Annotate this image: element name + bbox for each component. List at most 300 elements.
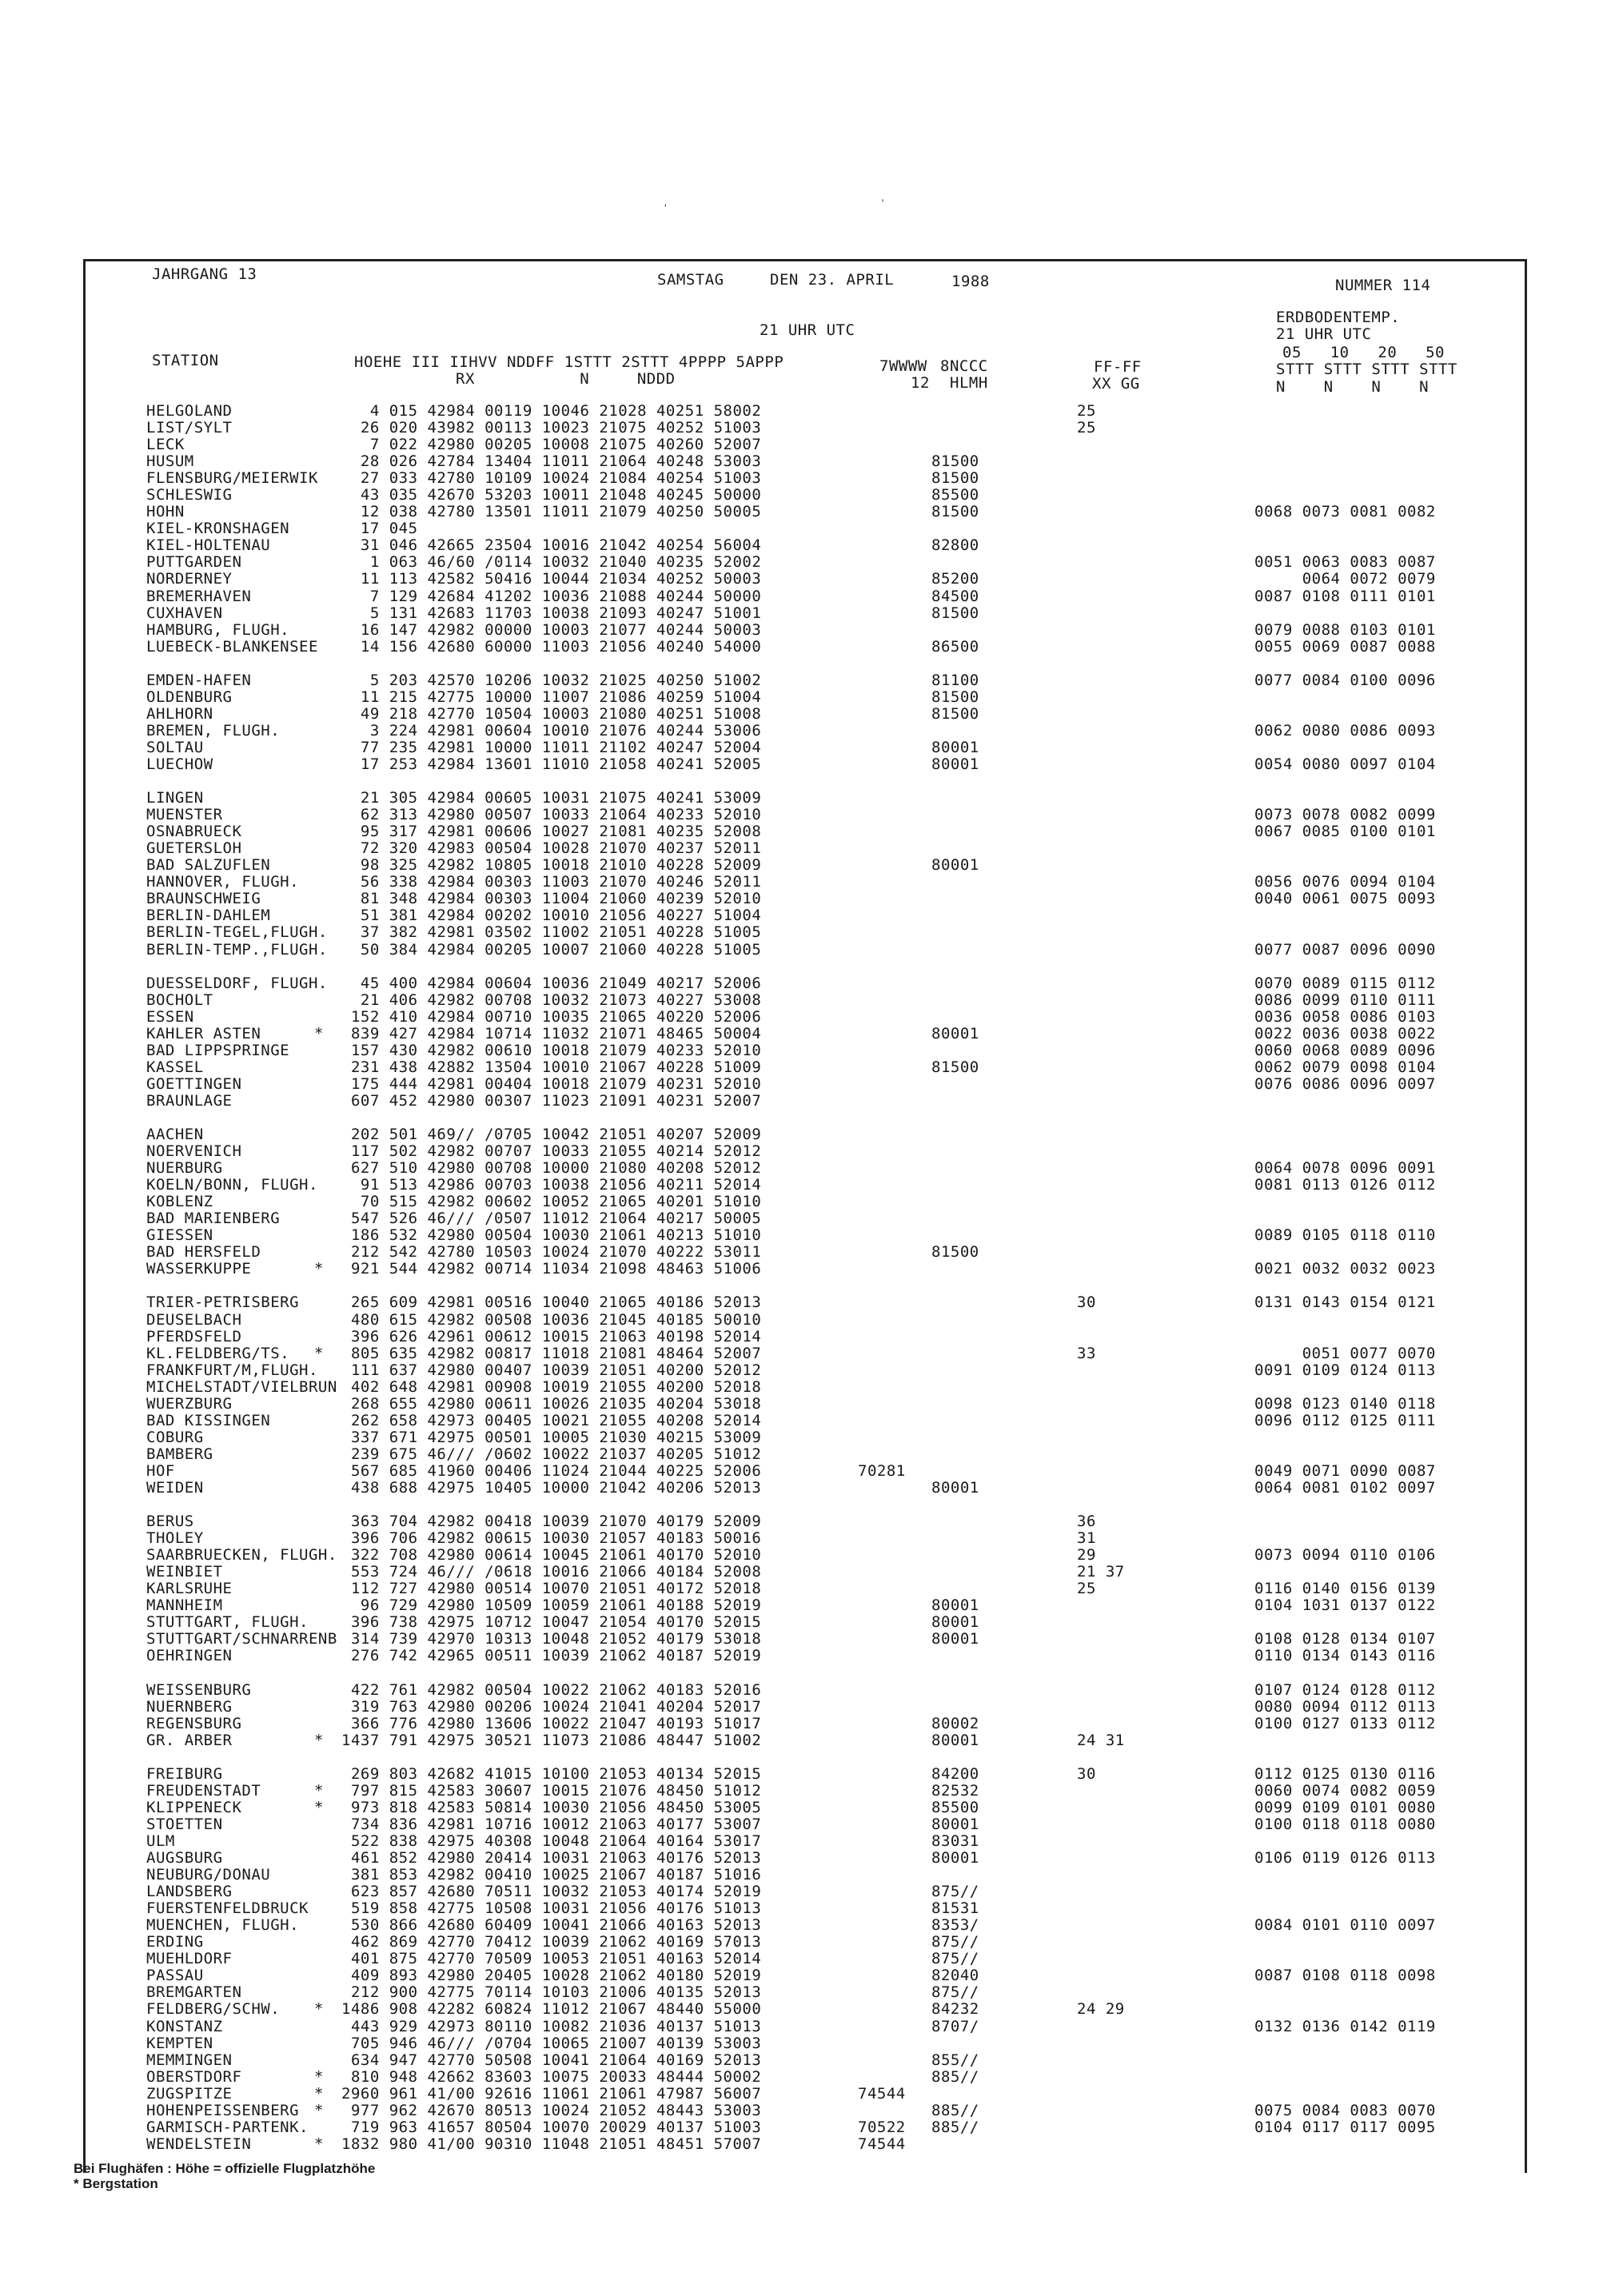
station-name: OLDENBURG	[146, 688, 233, 706]
station-row	[146, 1446, 1521, 1463]
station-name: ZUGSPITZE	[146, 2084, 233, 2103]
mountain-marker: *	[314, 2101, 324, 2119]
station-row	[146, 689, 1521, 706]
station-name: STUTTGART, FLUGH.	[146, 1613, 309, 1632]
station-row	[146, 942, 1521, 959]
station-row	[146, 420, 1521, 436]
mountain-marker: *	[314, 1781, 324, 1800]
station-row	[146, 891, 1521, 907]
station-name: PUTTGARDEN	[146, 553, 242, 572]
station-name: OBERSTDORF	[146, 2067, 242, 2086]
cloud-code: 80001	[931, 1815, 979, 1833]
cloud-code: 80001	[931, 1613, 979, 1632]
gust-values: 24 29	[1077, 2000, 1125, 2019]
group-spacer	[146, 1278, 1521, 1294]
station-name: BOCHOLT	[146, 991, 213, 1009]
cloud-code: 81500	[931, 1243, 979, 1262]
station-row	[146, 992, 1521, 1009]
station-name: KLIPPENECK	[146, 1798, 242, 1816]
station-row	[146, 672, 1521, 689]
observation-data: 95 317 42981 00606 10027 21081 40235 52008	[341, 823, 762, 841]
station-name: OEHRINGEN	[146, 1647, 233, 1665]
observation-data: 72 320 42983 00504 10028 21070 40237 52011	[341, 839, 762, 858]
station-row	[146, 588, 1521, 605]
station-row	[146, 1480, 1521, 1497]
weather-code-header: 7WWWW	[879, 357, 927, 375]
group-spacer	[146, 1665, 1521, 1682]
station-row	[146, 1312, 1521, 1329]
cloud-code: 80001	[931, 856, 979, 875]
station-name: NUERBURG	[146, 1159, 223, 1178]
weather-code: 70281	[858, 1461, 906, 1480]
year-label: 1988	[951, 273, 990, 290]
station-name: AHLHORN	[146, 704, 213, 723]
observation-data: 462 869 42770 70412 10039 21062 40169 57013	[341, 1933, 762, 1951]
station-name: BERLIN-TEGEL,FLUGH.	[146, 923, 328, 942]
station-name: WEINBIET	[146, 1563, 223, 1581]
station-name: WASSERKUPPE	[146, 1260, 252, 1278]
station-name: WENDELSTEIN	[146, 2135, 252, 2153]
station-name: KEMPTEN	[146, 2034, 213, 2052]
station-row	[146, 924, 1521, 941]
observation-data: 11 113 42582 50416 10044 21034 40252 50003	[341, 570, 762, 588]
station-row	[146, 1143, 1521, 1160]
observation-data: 21 305 42984 00605 10031 21075 40241 53009	[341, 789, 762, 807]
station-name: NEUBURG/DONAU	[146, 1866, 271, 1884]
cloud-code: 80001	[931, 1479, 979, 1497]
scan-speck: ,	[881, 190, 884, 203]
observation-data: 1486 908 42282 60824 11012 21067 48440 55000	[341, 2000, 762, 2019]
observation-data: 51 381 42984 00202 10010 21056 40227 51004	[341, 907, 762, 925]
station-name: GOETTINGEN	[146, 1074, 242, 1093]
station-row	[146, 1951, 1521, 1967]
cloud-code: 84500	[931, 587, 979, 605]
station-name: BAD SALZUFLEN	[146, 856, 271, 875]
soil-temperatures: 0060 0068 0089 0096	[1254, 1041, 1436, 1059]
station-row	[146, 1244, 1521, 1261]
gust-subheader: XX GG	[1092, 375, 1140, 393]
station-row	[146, 1597, 1521, 1614]
soil-temperatures: 0080 0094 0112 0113	[1254, 1697, 1436, 1716]
station-name: BRAUNLAGE	[146, 1091, 233, 1110]
station-row	[146, 1261, 1521, 1278]
observation-data: 276 742 42965 00511 10039 21062 40187 52019	[341, 1647, 762, 1665]
station-name: HOF	[146, 1461, 175, 1480]
observation-data: 401 875 42770 70509 10053 21051 40163 52014	[341, 1950, 762, 1968]
cloud-code: 81100	[931, 671, 979, 689]
observation-data: 81 348 42984 00303 11004 21060 40239 52010	[341, 890, 762, 908]
station-row	[146, 470, 1521, 487]
station-name: BERUS	[146, 1513, 194, 1531]
cloud-code: 81500	[931, 688, 979, 706]
station-name: HUSUM	[146, 452, 194, 471]
soil-temperatures: 0098 0123 0140 0118	[1254, 1394, 1436, 1413]
station-name: PFERDSFELD	[146, 1327, 242, 1345]
station-row	[146, 1716, 1521, 1732]
station-name: KL.FELDBERG/TS.	[146, 1344, 290, 1362]
station-name: STUTTGART/SCHNARRENB	[146, 1630, 337, 1648]
station-name: HAMBURG, FLUGH.	[146, 620, 290, 639]
station-row	[146, 1564, 1521, 1580]
soil-temperatures: 0051 0063 0083 0087	[1254, 553, 1436, 572]
soil-temperatures: 0107 0124 0128 0112	[1254, 1680, 1436, 1699]
observation-data: 363 704 42982 00418 10039 21070 40179 52009	[341, 1513, 762, 1531]
observation-data: 43 035 42670 53203 10011 21048 40245 50000	[341, 486, 762, 504]
observation-data: 212 542 42780 10503 10024 21070 40222 53011	[341, 1243, 762, 1262]
observation-data: 396 738 42975 10712 10047 21054 40170 52015	[341, 1613, 762, 1632]
station-name: LANDSBERG	[146, 1883, 233, 1901]
soil-temp-title: ERDBODENTEMP.	[1276, 309, 1401, 326]
cloud-code-subheader: HLMH	[950, 374, 988, 392]
station-name: KARLSRUHE	[146, 1580, 233, 1598]
station-row	[146, 1934, 1521, 1951]
soil-temperatures: 0056 0076 0094 0104	[1254, 873, 1436, 891]
observation-data: 623 857 42680 70511 10032 21053 40174 52019	[341, 1883, 762, 1901]
observation-data: 14 156 42680 60000 11003 21056 40240 54000	[341, 637, 762, 656]
cloud-code: 81500	[931, 1058, 979, 1076]
footnote-mountain: * Bergstation	[74, 2176, 158, 2191]
observation-data: 16 147 42982 00000 10003 21077 40244 50003	[341, 620, 762, 639]
observation-data: 77 235 42981 10000 11011 21102 40247 52004	[341, 738, 762, 756]
station-row	[146, 1967, 1521, 1984]
observation-data: 422 761 42982 00504 10022 21062 40183 52016	[341, 1680, 762, 1699]
observation-data: 117 502 42982 00707 10033 21055 40214 52012	[341, 1142, 762, 1161]
station-row	[146, 1614, 1521, 1631]
soil-temperatures: 0064 0081 0102 0097	[1254, 1479, 1436, 1497]
station-name: KOELN/BONN, FLUGH.	[146, 1176, 318, 1194]
station-row	[146, 1093, 1521, 1110]
observation-data: 11 215 42775 10000 11007 21086 40259 51004	[341, 688, 762, 706]
station-name: NOERVENICH	[146, 1142, 242, 1161]
observation-data: 265 609 42981 00516 10040 21065 40186 52013	[341, 1293, 762, 1312]
soil-temperatures: 0073 0078 0082 0099	[1254, 806, 1436, 824]
observation-data: 734 836 42981 10716 10012 21063 40177 53007	[341, 1815, 762, 1833]
station-name: FREUDENSTADT	[146, 1781, 261, 1800]
cloud-code: 81500	[931, 503, 979, 521]
station-row	[146, 706, 1521, 723]
weather-code: 74544	[858, 2084, 906, 2103]
station-name: KIEL-HOLTENAU	[146, 536, 271, 555]
soil-temperatures: 0099 0109 0101 0080	[1254, 1798, 1436, 1816]
gust-values: 33	[1077, 1344, 1096, 1362]
observation-data: 49 218 42770 10504 10003 21080 40251 51008	[341, 704, 762, 723]
cloud-code: 875//	[931, 1933, 979, 1951]
soil-temperatures: 0054 0080 0097 0104	[1254, 755, 1436, 773]
station-name: HOHN	[146, 503, 185, 521]
observation-data: 70 515 42982 00602 10052 21065 40201 51010	[341, 1193, 762, 1211]
observation-data: 186 532 42980 00504 10030 21061 40213 51010	[341, 1226, 762, 1245]
station-name: WEISSENBURG	[146, 1680, 252, 1699]
gust-values: 36	[1077, 1513, 1096, 1531]
station-row	[146, 1126, 1521, 1143]
station-row	[146, 1076, 1521, 1093]
station-row	[146, 1631, 1521, 1648]
observation-data: 480 615 42982 00508 10036 21045 40185 50010	[341, 1310, 762, 1329]
soil-temperatures: 0022 0036 0038 0022	[1254, 1024, 1436, 1042]
weather-code: 70522	[858, 2118, 906, 2136]
station-name: AUGSBURG	[146, 1849, 223, 1867]
station-name: REGENSBURG	[146, 1714, 242, 1732]
soil-temperatures: 0051 0077 0070	[1254, 1344, 1436, 1362]
soil-temperatures: 0104 1031 0137 0122	[1254, 1596, 1436, 1615]
soil-temperatures: 0079 0088 0103 0101	[1254, 620, 1436, 639]
station-row	[146, 1345, 1521, 1362]
station-row	[146, 1732, 1521, 1749]
cloud-code: 84200	[931, 1764, 979, 1783]
gust-values: 29	[1077, 1546, 1096, 1565]
station-row	[146, 1833, 1521, 1850]
observation-data: 157 430 42982 00610 10018 21079 40233 52010	[341, 1041, 762, 1059]
station-row	[146, 739, 1521, 756]
gust-values: 30	[1077, 1764, 1096, 1783]
station-row	[146, 723, 1521, 739]
observation-data: 396 626 42961 00612 10015 21063 40198 52014	[341, 1327, 762, 1345]
observation-data: 396 706 42982 00615 10030 21057 40183 50016	[341, 1529, 762, 1548]
station-name: BERLIN-DAHLEM	[146, 907, 271, 925]
station-name: LINGEN	[146, 789, 204, 807]
observation-data: 56 338 42984 00303 11003 21070 40246 52011	[341, 873, 762, 891]
group-spacer	[146, 959, 1521, 975]
station-row	[146, 2086, 1521, 2103]
station-name: BERLIN-TEMP.,FLUGH.	[146, 940, 328, 959]
station-row	[146, 1682, 1521, 1699]
soil-temperatures: 0116 0140 0156 0139	[1254, 1580, 1436, 1598]
soil-depths-header: 05 10 20 50	[1282, 344, 1445, 361]
cloud-code: 85500	[931, 486, 979, 504]
soil-temperatures: 0068 0073 0081 0082	[1254, 503, 1436, 521]
observation-data: 705 946 46/// /0704 10065 21007 40139 53003	[341, 2034, 762, 2052]
station-name: GR. ARBER	[146, 1731, 233, 1749]
group-spacer	[146, 1110, 1521, 1126]
station-row	[146, 1429, 1521, 1446]
observation-data: 810 948 42662 83603 10075 20033 48444 50002	[341, 2067, 762, 2086]
observation-data: 337 671 42975 00501 10005 21030 40215 53009	[341, 1428, 762, 1446]
observation-data: 319 763 42980 00206 10024 21041 40204 52017	[341, 1697, 762, 1716]
observation-data: 921 544 42982 00714 11034 21098 48463 51006	[341, 1260, 762, 1278]
station-name: KIEL-KRONSHAGEN	[146, 520, 290, 538]
observation-data: 231 438 42882 13504 10010 21067 40228 51009	[341, 1058, 762, 1076]
station-name: MEMMINGEN	[146, 2051, 233, 2069]
station-name: BAD LIPPSPRINGE	[146, 1041, 290, 1059]
station-name: LECK	[146, 436, 185, 454]
station-row	[146, 1160, 1521, 1177]
station-row	[146, 403, 1521, 420]
station-row	[146, 436, 1521, 453]
station-row	[146, 571, 1521, 588]
soil-n-header: N N N N	[1276, 378, 1430, 396]
soil-temperatures: 0073 0094 0110 0106	[1254, 1546, 1436, 1565]
observation-data: 21 406 42982 00708 10032 21073 40227 53008	[341, 991, 762, 1009]
station-row	[146, 1547, 1521, 1564]
group-spacer	[146, 773, 1521, 790]
observation-data: 50 384 42984 00205 10007 21060 40228 51005	[341, 940, 762, 959]
station-row	[146, 639, 1521, 656]
cloud-code: 83031	[931, 1832, 979, 1850]
station-row	[146, 1059, 1521, 1076]
station-name: ERDING	[146, 1933, 204, 1951]
cloud-code: 80001	[931, 1731, 979, 1749]
soil-temperatures: 0087 0108 0118 0098	[1254, 1967, 1436, 1985]
station-name: BAD MARIENBERG	[146, 1210, 281, 1228]
soil-temperatures: 0110 0134 0143 0116	[1254, 1647, 1436, 1665]
observation-data: 409 893 42980 20405 10028 21062 40180 52019	[341, 1967, 762, 1985]
gust-values: 21 37	[1077, 1563, 1125, 1581]
observation-data: 314 739 42970 10313 10048 21052 40179 53018	[341, 1630, 762, 1648]
cloud-code: 80002	[931, 1714, 979, 1732]
soil-temperatures: 0064 0078 0096 0091	[1254, 1159, 1436, 1178]
station-row	[146, 1329, 1521, 1345]
station-row	[146, 520, 1521, 537]
station-row	[146, 1362, 1521, 1379]
station-name: BREMERHAVEN	[146, 587, 252, 605]
station-name: DEUSELBACH	[146, 1310, 242, 1329]
station-name: BAD HERSFELD	[146, 1243, 261, 1262]
station-row	[146, 2052, 1521, 2069]
soil-temperatures: 0091 0109 0124 0113	[1254, 1361, 1436, 1379]
cloud-code: 85200	[931, 570, 979, 588]
station-row	[146, 2035, 1521, 2052]
station-name: BAD KISSINGEN	[146, 1411, 271, 1429]
observation-data: 973 818 42583 50814 10030 21056 48450 53005	[341, 1798, 762, 1816]
gust-header: FF-FF	[1094, 358, 1142, 376]
soil-temperatures: 0060 0074 0082 0059	[1254, 1781, 1436, 1800]
soil-temperatures: 0081 0113 0126 0112	[1254, 1176, 1436, 1194]
observation-data: 175 444 42981 00404 10018 21079 40231 52010	[341, 1074, 762, 1093]
soil-temperatures: 0112 0125 0130 0116	[1254, 1764, 1436, 1783]
mountain-marker: *	[314, 2084, 324, 2103]
cloud-code: 80001	[931, 1630, 979, 1648]
soil-temp-time: 21 UHR UTC	[1276, 325, 1372, 343]
observation-data: 381 853 42982 00410 10025 21067 40187 51016	[341, 1866, 762, 1884]
station-row	[146, 1530, 1521, 1547]
station-name: FLENSBURG/MEIERWIK	[146, 469, 318, 488]
station-name: KAHLER ASTEN	[146, 1024, 261, 1042]
station-name: ESSEN	[146, 1007, 194, 1026]
observation-data: 402 648 42981 00908 10019 21055 40200 52018	[341, 1377, 762, 1396]
soil-temperatures: 0084 0101 0110 0097	[1254, 1916, 1436, 1935]
soil-temperatures: 0077 0087 0096 0090	[1254, 940, 1436, 959]
gust-values: 31	[1077, 1529, 1096, 1548]
station-row	[146, 2103, 1521, 2119]
station-name: FELDBERG/SCHW.	[146, 2000, 281, 2019]
station-row	[146, 2069, 1521, 2086]
cloud-code: 82800	[931, 536, 979, 555]
observation-data: 634 947 42770 50508 10041 21064 40169 52013	[341, 2051, 762, 2069]
station-name: NUERNBERG	[146, 1697, 233, 1716]
station-name: FRANKFURT/M,FLUGH.	[146, 1361, 318, 1379]
observation-data: 96 729 42980 10509 10059 21061 40188 52019	[341, 1596, 762, 1615]
observation-data: 607 452 42980 00307 11023 21091 40231 52007	[341, 1091, 762, 1110]
station-row	[146, 1984, 1521, 2001]
mountain-marker: *	[314, 2135, 324, 2153]
station-name: WUERZBURG	[146, 1394, 233, 1413]
station-name: SAARBRUECKEN, FLUGH.	[146, 1546, 337, 1565]
station-row	[146, 975, 1521, 992]
observation-data: 522 838 42975 40308 10048 21064 40164 53017	[341, 1832, 762, 1850]
station-row	[146, 1699, 1521, 1716]
station-name: MUENSTER	[146, 806, 223, 824]
observation-data: 262 658 42973 00405 10021 21055 40208 52014	[341, 1411, 762, 1429]
observation-data: 91 513 42986 00703 10038 21056 40211 52014	[341, 1176, 762, 1194]
station-name: GUETERSLOH	[146, 839, 242, 858]
station-row	[146, 1009, 1521, 1026]
station-row	[146, 1783, 1521, 1800]
observation-data: 461 852 42980 20414 10031 21063 40176 52013	[341, 1849, 762, 1867]
station-row	[146, 1883, 1521, 1900]
soil-temperatures: 0076 0086 0096 0097	[1254, 1074, 1436, 1093]
observation-data: 37 382 42981 03502 11002 21051 40228 51005	[341, 923, 762, 942]
mountain-marker: *	[314, 1731, 324, 1749]
observation-data: 7 129 42684 41202 10036 21088 40244 50000	[341, 587, 762, 605]
cloud-code: 885//	[931, 2118, 979, 2136]
station-row	[146, 1917, 1521, 1934]
station-row	[146, 807, 1521, 823]
observation-data: 98 325 42982 10805 10018 21010 40228 52009	[341, 856, 762, 875]
observation-data: 366 776 42980 13606 10022 21047 40193 51017	[341, 1714, 762, 1732]
gust-values: 30	[1077, 1293, 1096, 1312]
soil-temperatures: 0104 0117 0117 0095	[1254, 2118, 1436, 2136]
soil-temperatures: 0131 0143 0154 0121	[1254, 1293, 1436, 1312]
station-name: BAMBERG	[146, 1445, 213, 1463]
station-row	[146, 840, 1521, 857]
station-row	[146, 487, 1521, 504]
station-name: TRIER-PETRISBERG	[146, 1293, 300, 1312]
station-name: MUEHLDORF	[146, 1950, 233, 1968]
soil-temperatures: 0049 0071 0090 0087	[1254, 1461, 1436, 1480]
observation-time-label: 21 UHR UTC	[760, 321, 855, 339]
cloud-code: 85500	[931, 1798, 979, 1816]
soil-temperatures: 0067 0085 0100 0101	[1254, 823, 1436, 841]
station-name: WEIDEN	[146, 1479, 204, 1497]
observation-data: 977 962 42670 80513 10024 21052 48443 53003	[341, 2101, 762, 2119]
station-name: ULM	[146, 1832, 175, 1850]
station-name: MUENCHEN, FLUGH.	[146, 1916, 300, 1935]
observation-data: 1437 791 42975 30521 11073 21086 48447 51002	[341, 1731, 762, 1749]
observation-data: 212 900 42775 70114 10103 21006 40135 52013	[341, 1983, 762, 2002]
station-name: SOLTAU	[146, 738, 204, 756]
cloud-code: 80001	[931, 1596, 979, 1615]
observation-data: 202 501 469// /0705 10042 21051 40207 52009	[341, 1126, 762, 1144]
soil-temperatures: 0036 0058 0086 0103	[1254, 1007, 1436, 1026]
station-row	[146, 790, 1521, 807]
station-name: STOETTEN	[146, 1815, 223, 1833]
station-row	[146, 622, 1521, 639]
station-row	[146, 2119, 1521, 2136]
station-row	[146, 2001, 1521, 2018]
group-spacer	[146, 656, 1521, 672]
station-name: KOBLENZ	[146, 1193, 213, 1211]
station-row	[146, 1026, 1521, 1042]
station-row	[146, 1194, 1521, 1210]
observation-data: 438 688 42975 10405 10000 21042 40206 52013	[341, 1479, 762, 1497]
cloud-code: 8707/	[931, 2017, 979, 2035]
observation-data: 31 046 42665 23504 10016 21042 40254 56004	[341, 536, 762, 555]
soil-stt-header: STTT STTT STTT STTT	[1276, 361, 1457, 378]
observation-data: 519 858 42775 10508 10031 21056 40176 51013	[341, 1899, 762, 1918]
station-name: NORDERNEY	[146, 570, 233, 588]
cloud-code: 855//	[931, 2051, 979, 2069]
station-name: LUECHOW	[146, 755, 213, 773]
soil-temperatures: 0086 0099 0110 0111	[1254, 991, 1436, 1009]
station-row	[146, 823, 1521, 840]
station-row	[146, 907, 1521, 924]
soil-temperatures: 0106 0119 0126 0113	[1254, 1849, 1436, 1867]
station-name: KONSTANZ	[146, 2017, 223, 2035]
station-row	[146, 1867, 1521, 1883]
station-row	[146, 1227, 1521, 1244]
mountain-marker: *	[314, 1260, 324, 1278]
station-name: BREMEN, FLUGH.	[146, 721, 281, 739]
